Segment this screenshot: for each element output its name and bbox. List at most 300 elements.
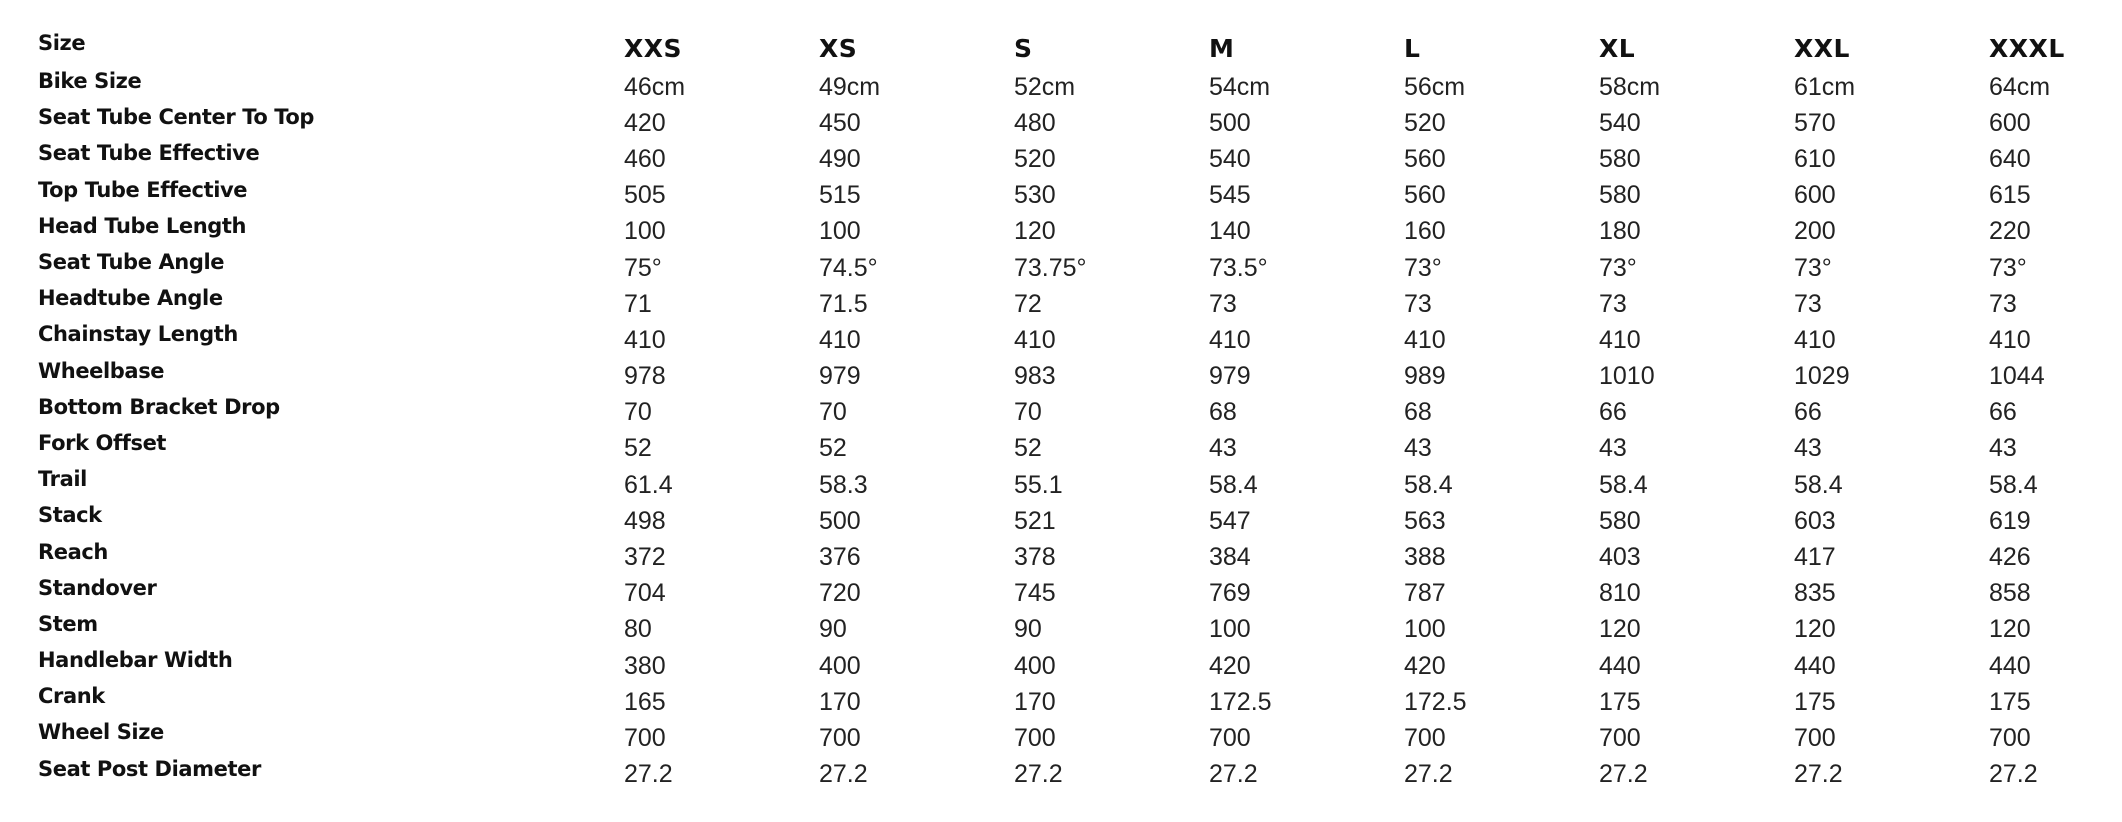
cell-value: 27.2 bbox=[1209, 760, 1258, 789]
cell-xxs bbox=[624, 356, 819, 392]
cell-value: 420 bbox=[1404, 651, 1446, 680]
size-header-s: S bbox=[1014, 33, 1033, 63]
cell-value: 600 bbox=[1989, 108, 2031, 137]
cell-value: 420 bbox=[1209, 651, 1251, 680]
cell-l bbox=[1404, 428, 1599, 464]
cell-l bbox=[1404, 573, 1599, 609]
cell-value: 27.2 bbox=[1599, 760, 1648, 789]
cell-value: 70 bbox=[819, 398, 847, 427]
cell-s bbox=[1014, 66, 1209, 102]
cell-value: 73 bbox=[1209, 289, 1237, 318]
cell-value: 380 bbox=[624, 651, 666, 680]
cell-xxl bbox=[1794, 536, 1989, 572]
row-label: Wheel Size bbox=[38, 720, 164, 745]
table-row bbox=[38, 175, 2099, 211]
cell-xxl bbox=[1794, 211, 1989, 247]
size-header-xxs: XXS bbox=[624, 33, 683, 63]
cell-l bbox=[1404, 175, 1599, 211]
cell-value: 500 bbox=[819, 506, 861, 535]
cell-xxl bbox=[1794, 464, 1989, 500]
table-body bbox=[38, 66, 2099, 790]
row-label: Bike Size bbox=[38, 69, 142, 94]
cell-value: 61cm bbox=[1794, 72, 1856, 101]
cell-value: 450 bbox=[819, 108, 861, 137]
cell-m bbox=[1209, 211, 1404, 247]
cell-value: 858 bbox=[1989, 579, 2031, 608]
cell-xl bbox=[1599, 609, 1794, 645]
cell-value: 704 bbox=[624, 579, 666, 608]
cell-value: 58.4 bbox=[1794, 470, 1843, 499]
cell-value: 400 bbox=[1014, 651, 1056, 680]
cell-xl bbox=[1599, 500, 1794, 536]
cell-value: 52 bbox=[819, 434, 847, 463]
cell-s bbox=[1014, 428, 1209, 464]
cell-value: 73 bbox=[1794, 289, 1822, 318]
cell-xxs bbox=[624, 175, 819, 211]
table-row bbox=[38, 319, 2099, 355]
cell-xxxl bbox=[1989, 175, 2099, 211]
cell-value: 27.2 bbox=[1404, 760, 1453, 789]
row-label-cell bbox=[38, 175, 624, 211]
cell-xs bbox=[819, 717, 1014, 753]
cell-m bbox=[1209, 356, 1404, 392]
cell-value: 43 bbox=[1599, 434, 1627, 463]
cell-l bbox=[1404, 66, 1599, 102]
cell-value: 417 bbox=[1794, 543, 1836, 572]
row-label-cell bbox=[38, 464, 624, 500]
cell-value: 560 bbox=[1404, 144, 1446, 173]
table-row bbox=[38, 428, 2099, 464]
cell-value: 1010 bbox=[1599, 362, 1655, 391]
size-header-xs: XS bbox=[819, 33, 858, 63]
cell-s bbox=[1014, 319, 1209, 355]
cell-xxs bbox=[624, 102, 819, 138]
row-label: Wheelbase bbox=[38, 358, 165, 383]
cell-l bbox=[1404, 681, 1599, 717]
size-header-label: Size bbox=[38, 31, 86, 55]
cell-xl bbox=[1599, 247, 1794, 283]
table-row bbox=[38, 211, 2099, 247]
cell-l bbox=[1404, 211, 1599, 247]
row-label: Head Tube Length bbox=[38, 213, 247, 238]
cell-value: 720 bbox=[819, 579, 861, 608]
cell-xs bbox=[819, 681, 1014, 717]
cell-s bbox=[1014, 138, 1209, 174]
cell-value: 983 bbox=[1014, 362, 1056, 391]
cell-xxl bbox=[1794, 392, 1989, 428]
cell-xl bbox=[1599, 464, 1794, 500]
cell-value: 700 bbox=[1404, 723, 1446, 752]
cell-value: 560 bbox=[1404, 181, 1446, 210]
cell-value: 700 bbox=[1794, 723, 1836, 752]
cell-value: 73 bbox=[1989, 289, 2017, 318]
cell-value: 372 bbox=[624, 543, 666, 572]
cell-xxxl bbox=[1989, 681, 2099, 717]
cell-value: 120 bbox=[1989, 615, 2031, 644]
cell-value: 979 bbox=[819, 362, 861, 391]
cell-xl bbox=[1599, 211, 1794, 247]
cell-value: 90 bbox=[1014, 615, 1042, 644]
cell-m bbox=[1209, 681, 1404, 717]
cell-value: 490 bbox=[819, 144, 861, 173]
cell-value: 73° bbox=[1989, 253, 2027, 282]
cell-value: 978 bbox=[624, 362, 666, 391]
row-label-cell bbox=[38, 66, 624, 102]
cell-l bbox=[1404, 138, 1599, 174]
cell-value: 410 bbox=[1404, 325, 1446, 354]
cell-xl bbox=[1599, 681, 1794, 717]
cell-value: 43 bbox=[1794, 434, 1822, 463]
cell-value: 700 bbox=[1599, 723, 1641, 752]
cell-s bbox=[1014, 573, 1209, 609]
cell-m bbox=[1209, 319, 1404, 355]
cell-l bbox=[1404, 609, 1599, 645]
cell-m bbox=[1209, 573, 1404, 609]
cell-value: 52 bbox=[1014, 434, 1042, 463]
cell-l bbox=[1404, 536, 1599, 572]
cell-m bbox=[1209, 464, 1404, 500]
cell-xs bbox=[819, 500, 1014, 536]
cell-value: 515 bbox=[819, 181, 861, 210]
cell-value: 545 bbox=[1209, 181, 1251, 210]
cell-s bbox=[1014, 102, 1209, 138]
cell-xxs bbox=[624, 464, 819, 500]
cell-xl bbox=[1599, 754, 1794, 790]
row-label: Top Tube Effective bbox=[38, 177, 248, 202]
table-row bbox=[38, 754, 2099, 790]
cell-value: 68 bbox=[1404, 398, 1432, 427]
cell-xs bbox=[819, 283, 1014, 319]
cell-m bbox=[1209, 283, 1404, 319]
table-row bbox=[38, 138, 2099, 174]
cell-xxxl bbox=[1989, 536, 2099, 572]
table-header-row bbox=[38, 26, 2099, 66]
cell-value: 27.2 bbox=[1014, 760, 1063, 789]
cell-value: 100 bbox=[1209, 615, 1251, 644]
cell-xl bbox=[1599, 66, 1794, 102]
cell-xl bbox=[1599, 573, 1794, 609]
cell-value: 170 bbox=[1014, 687, 1056, 716]
cell-s bbox=[1014, 645, 1209, 681]
cell-xxl bbox=[1794, 283, 1989, 319]
cell-value: 600 bbox=[1794, 181, 1836, 210]
cell-value: 420 bbox=[624, 108, 666, 137]
cell-xs bbox=[819, 464, 1014, 500]
row-label-cell bbox=[38, 428, 624, 464]
cell-value: 500 bbox=[1209, 108, 1251, 137]
cell-xs bbox=[819, 645, 1014, 681]
cell-xxxl bbox=[1989, 754, 2099, 790]
row-label: Chainstay Length bbox=[38, 322, 238, 347]
cell-value: 745 bbox=[1014, 579, 1056, 608]
cell-value: 580 bbox=[1599, 144, 1641, 173]
row-label-cell bbox=[38, 573, 624, 609]
row-label-cell bbox=[38, 536, 624, 572]
cell-s bbox=[1014, 392, 1209, 428]
row-label: Seat Tube Effective bbox=[38, 141, 260, 166]
cell-s bbox=[1014, 247, 1209, 283]
cell-xxl bbox=[1794, 500, 1989, 536]
row-label-cell bbox=[38, 645, 624, 681]
cell-value: 426 bbox=[1989, 543, 2031, 572]
cell-value: 540 bbox=[1599, 108, 1641, 137]
cell-value: 376 bbox=[819, 543, 861, 572]
cell-value: 378 bbox=[1014, 543, 1056, 572]
table-row bbox=[38, 356, 2099, 392]
cell-value: 505 bbox=[624, 181, 666, 210]
cell-value: 619 bbox=[1989, 506, 2031, 535]
cell-value: 175 bbox=[1989, 687, 2031, 716]
row-label-cell bbox=[38, 138, 624, 174]
cell-s bbox=[1014, 500, 1209, 536]
cell-value: 160 bbox=[1404, 217, 1446, 246]
cell-value: 64cm bbox=[1989, 72, 2051, 101]
cell-value: 27.2 bbox=[1794, 760, 1843, 789]
cell-value: 46cm bbox=[624, 72, 686, 101]
cell-value: 700 bbox=[1014, 723, 1056, 752]
row-label: Headtube Angle bbox=[38, 286, 223, 311]
cell-s bbox=[1014, 464, 1209, 500]
cell-xl bbox=[1599, 392, 1794, 428]
row-label-cell bbox=[38, 283, 624, 319]
row-label-cell bbox=[38, 717, 624, 753]
cell-value: 120 bbox=[1794, 615, 1836, 644]
cell-value: 56cm bbox=[1404, 72, 1466, 101]
cell-value: 388 bbox=[1404, 543, 1446, 572]
cell-value: 172.5 bbox=[1209, 687, 1272, 716]
cell-value: 73° bbox=[1404, 253, 1442, 282]
cell-value: 52 bbox=[624, 434, 652, 463]
cell-xxl bbox=[1794, 754, 1989, 790]
geometry-table bbox=[38, 26, 2099, 790]
cell-s bbox=[1014, 536, 1209, 572]
row-label-cell bbox=[38, 609, 624, 645]
cell-xxxl bbox=[1989, 211, 2099, 247]
cell-value: 170 bbox=[819, 687, 861, 716]
cell-m bbox=[1209, 428, 1404, 464]
cell-value: 460 bbox=[624, 144, 666, 173]
cell-value: 73.75° bbox=[1014, 253, 1087, 282]
cell-value: 563 bbox=[1404, 506, 1446, 535]
cell-xxl bbox=[1794, 681, 1989, 717]
table-row bbox=[38, 681, 2099, 717]
row-label: Handlebar Width bbox=[38, 648, 233, 673]
cell-xxl bbox=[1794, 66, 1989, 102]
cell-m bbox=[1209, 500, 1404, 536]
cell-s bbox=[1014, 283, 1209, 319]
cell-xxl bbox=[1794, 175, 1989, 211]
cell-xxxl bbox=[1989, 319, 2099, 355]
cell-value: 175 bbox=[1599, 687, 1641, 716]
cell-xxs bbox=[624, 319, 819, 355]
cell-xs bbox=[819, 392, 1014, 428]
cell-m bbox=[1209, 609, 1404, 645]
cell-s bbox=[1014, 754, 1209, 790]
cell-xl bbox=[1599, 536, 1794, 572]
cell-xxs bbox=[624, 138, 819, 174]
cell-value: 530 bbox=[1014, 181, 1056, 210]
cell-xs bbox=[819, 536, 1014, 572]
cell-value: 700 bbox=[1209, 723, 1251, 752]
cell-value: 54cm bbox=[1209, 72, 1271, 101]
cell-xxs bbox=[624, 573, 819, 609]
cell-value: 43 bbox=[1404, 434, 1432, 463]
cell-value: 71 bbox=[624, 289, 652, 318]
row-label: Seat Tube Center To Top bbox=[38, 105, 315, 130]
cell-xxl bbox=[1794, 138, 1989, 174]
cell-xxs bbox=[624, 717, 819, 753]
cell-value: 72 bbox=[1014, 289, 1042, 318]
cell-l bbox=[1404, 717, 1599, 753]
table-row bbox=[38, 66, 2099, 102]
cell-value: 580 bbox=[1599, 181, 1641, 210]
cell-xxxl bbox=[1989, 283, 2099, 319]
table-row bbox=[38, 717, 2099, 753]
cell-value: 71.5 bbox=[819, 289, 868, 318]
cell-value: 70 bbox=[1014, 398, 1042, 427]
table-row bbox=[38, 283, 2099, 319]
cell-value: 615 bbox=[1989, 181, 2031, 210]
cell-m bbox=[1209, 645, 1404, 681]
cell-xl bbox=[1599, 319, 1794, 355]
cell-xxxl bbox=[1989, 717, 2099, 753]
cell-xs bbox=[819, 138, 1014, 174]
cell-value: 58.4 bbox=[1404, 470, 1453, 499]
cell-xxs bbox=[624, 392, 819, 428]
cell-xxxl bbox=[1989, 392, 2099, 428]
cell-value: 979 bbox=[1209, 362, 1251, 391]
cell-xs bbox=[819, 66, 1014, 102]
cell-value: 410 bbox=[1014, 325, 1056, 354]
cell-value: 580 bbox=[1599, 506, 1641, 535]
cell-value: 68 bbox=[1209, 398, 1237, 427]
cell-value: 410 bbox=[819, 325, 861, 354]
cell-xxs bbox=[624, 500, 819, 536]
cell-value: 410 bbox=[1794, 325, 1836, 354]
cell-xs bbox=[819, 573, 1014, 609]
row-label-cell bbox=[38, 102, 624, 138]
cell-value: 410 bbox=[1989, 325, 2031, 354]
cell-xl bbox=[1599, 717, 1794, 753]
table-row bbox=[38, 392, 2099, 428]
cell-value: 520 bbox=[1404, 108, 1446, 137]
cell-value: 403 bbox=[1599, 543, 1641, 572]
cell-xs bbox=[819, 247, 1014, 283]
cell-value: 769 bbox=[1209, 579, 1251, 608]
cell-xxl bbox=[1794, 319, 1989, 355]
cell-m bbox=[1209, 102, 1404, 138]
cell-value: 1044 bbox=[1989, 362, 2045, 391]
cell-s bbox=[1014, 609, 1209, 645]
cell-value: 989 bbox=[1404, 362, 1446, 391]
cell-value: 810 bbox=[1599, 579, 1641, 608]
cell-value: 175 bbox=[1794, 687, 1836, 716]
cell-value: 498 bbox=[624, 506, 666, 535]
cell-xxxl bbox=[1989, 500, 2099, 536]
cell-xxs bbox=[624, 536, 819, 572]
cell-l bbox=[1404, 754, 1599, 790]
cell-value: 120 bbox=[1014, 217, 1056, 246]
cell-value: 410 bbox=[1209, 325, 1251, 354]
cell-xxl bbox=[1794, 717, 1989, 753]
cell-xxl bbox=[1794, 645, 1989, 681]
cell-xl bbox=[1599, 138, 1794, 174]
cell-s bbox=[1014, 717, 1209, 753]
cell-value: 835 bbox=[1794, 579, 1836, 608]
cell-s bbox=[1014, 681, 1209, 717]
size-header-xxl: XXL bbox=[1794, 33, 1850, 63]
cell-value: 610 bbox=[1794, 144, 1836, 173]
row-label: Stack bbox=[38, 503, 102, 528]
cell-value: 27.2 bbox=[624, 760, 673, 789]
cell-value: 43 bbox=[1209, 434, 1237, 463]
row-label: Bottom Bracket Drop bbox=[38, 394, 280, 419]
cell-m bbox=[1209, 138, 1404, 174]
cell-xxs bbox=[624, 428, 819, 464]
cell-value: 27.2 bbox=[819, 760, 868, 789]
table-row bbox=[38, 573, 2099, 609]
cell-value: 180 bbox=[1599, 217, 1641, 246]
cell-s bbox=[1014, 175, 1209, 211]
cell-value: 74.5° bbox=[819, 253, 878, 282]
cell-value: 700 bbox=[1989, 723, 2031, 752]
cell-l bbox=[1404, 392, 1599, 428]
cell-value: 700 bbox=[624, 723, 666, 752]
table-row bbox=[38, 500, 2099, 536]
cell-m bbox=[1209, 175, 1404, 211]
cell-value: 440 bbox=[1599, 651, 1641, 680]
cell-xl bbox=[1599, 645, 1794, 681]
cell-xxs bbox=[624, 283, 819, 319]
cell-value: 640 bbox=[1989, 144, 2031, 173]
cell-xxl bbox=[1794, 428, 1989, 464]
cell-value: 90 bbox=[819, 615, 847, 644]
cell-value: 1029 bbox=[1794, 362, 1850, 391]
row-label-cell bbox=[38, 319, 624, 355]
cell-value: 66 bbox=[1599, 398, 1627, 427]
row-label: Reach bbox=[38, 539, 108, 564]
cell-l bbox=[1404, 319, 1599, 355]
cell-value: 58.4 bbox=[1989, 470, 2038, 499]
cell-value: 52cm bbox=[1014, 72, 1076, 101]
cell-value: 172.5 bbox=[1404, 687, 1467, 716]
cell-s bbox=[1014, 356, 1209, 392]
row-label-cell bbox=[38, 247, 624, 283]
cell-value: 120 bbox=[1599, 615, 1641, 644]
row-label-cell bbox=[38, 356, 624, 392]
cell-xxxl bbox=[1989, 464, 2099, 500]
row-label: Stem bbox=[38, 611, 98, 636]
cell-xs bbox=[819, 211, 1014, 247]
cell-value: 547 bbox=[1209, 506, 1251, 535]
cell-xs bbox=[819, 102, 1014, 138]
cell-value: 61.4 bbox=[624, 470, 673, 499]
cell-xxxl bbox=[1989, 247, 2099, 283]
cell-xl bbox=[1599, 283, 1794, 319]
cell-xl bbox=[1599, 175, 1794, 211]
cell-value: 73 bbox=[1404, 289, 1432, 318]
size-header-m: M bbox=[1209, 33, 1235, 63]
cell-value: 165 bbox=[624, 687, 666, 716]
cell-xxl bbox=[1794, 356, 1989, 392]
cell-l bbox=[1404, 102, 1599, 138]
cell-value: 200 bbox=[1794, 217, 1836, 246]
table-row bbox=[38, 247, 2099, 283]
cell-value: 410 bbox=[1599, 325, 1641, 354]
cell-l bbox=[1404, 356, 1599, 392]
cell-xxxl bbox=[1989, 645, 2099, 681]
cell-value: 440 bbox=[1989, 651, 2031, 680]
